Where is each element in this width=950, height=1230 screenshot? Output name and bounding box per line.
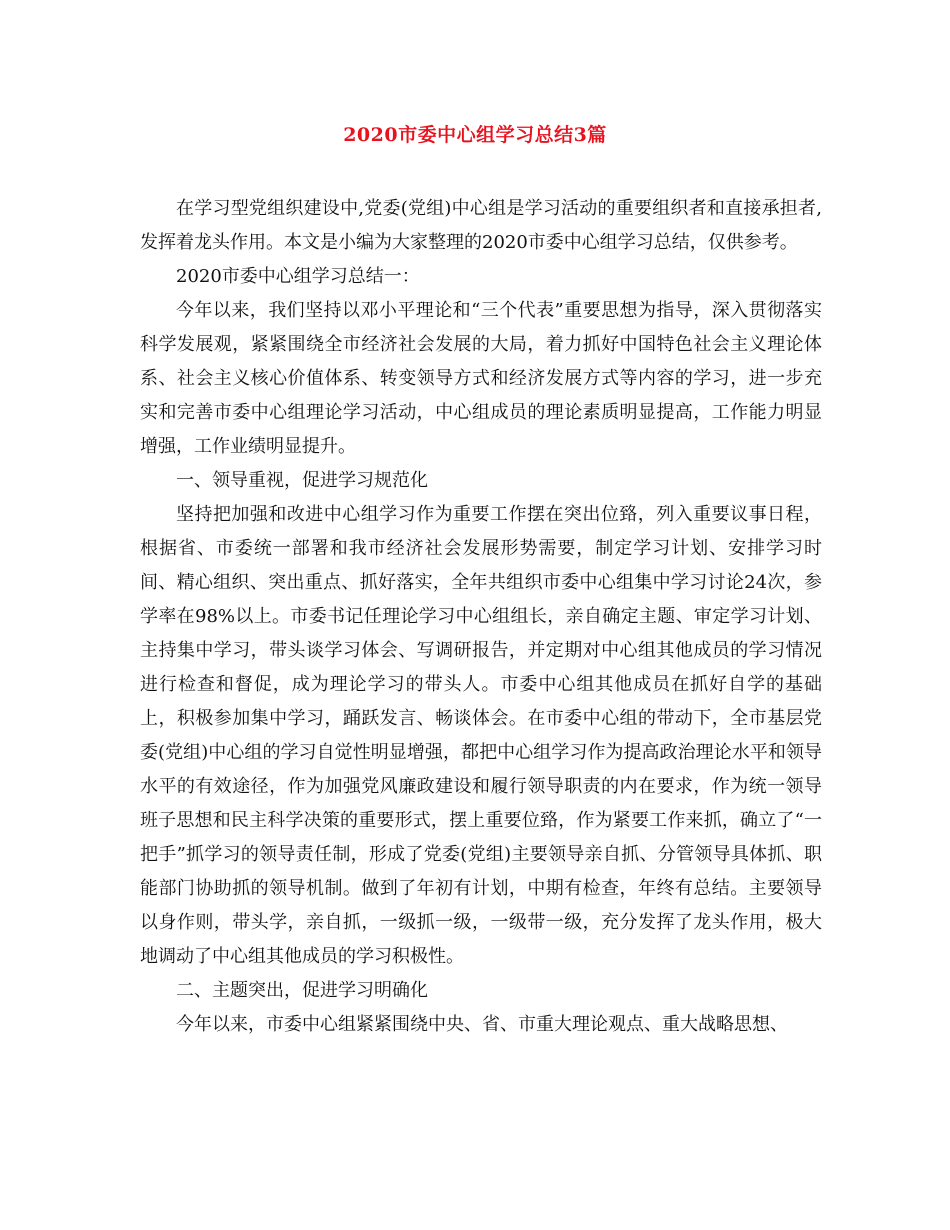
section-heading-summary-one: 2020市委中心组学习总结一： xyxy=(176,266,420,287)
paragraph-leadership: 坚持把加强和改进中心组学习作为重要工作摆在突出位臵，列入重要议事日程，根据省、市委统一部署和我市经济社会发展形势需要，制定学习计划、安排学习时间、精心组织、突出重点、抓好落实，全年共组织市委中心组集中学习讨论24次，参学率在98%以上。市委书记任理论学习中心组组长，亲自确定主题、审定学习计划、主持集中学习，带头谈学习体会、写调研报告，并定期对中心组其他成员的学习情况进行检查和督促，成为理论学习的带头人。市委中心组其他成员在抓好自学的基础上，积极参加集中学习，踊跃发言、畅谈体会。在市委中心组的带动下，全市基层党委(党组)中心组的学习自觉性明显增强，都把中心组学习作为提高政治理论水平和领导水平的有效途径，作为加强党风廉政建设和履行领导职责的内在要求，作为统一领导班子思想和民主科学决策的重要形式，摆上重要位臵，作为紧要工作来抓，确立了“一把手”抓学习的领导责任制，形成了党委(党组)主要领导亲自抓、分管领导具体抓、职能部门协助抓的领导机制。做到了年初有计划，中期有检查，年终有总结。主要领导以身作则，带头学，亲自抓，一级抓一级，一级带一级，充分发挥了龙头作用，极大地调动了中心组其他成员的学习积极性。 xyxy=(140,504,822,967)
document-body xyxy=(140,192,822,1042)
paragraph-intro: 在学习型党组织建设中,党委(党组)中心组是学习活动的重要组织者和直接承担者,发挥着龙头作用。本文是小编为大家整理的2020市委中心组学习总结，仅供参考。 xyxy=(140,198,822,253)
paragraph-theme: 今年以来，市委中心组紧紧围绕中央、省、市重大理论观点、重大战略思想、 xyxy=(176,1014,788,1035)
document-title: 2020市委中心组学习总结3篇 xyxy=(343,124,607,146)
section-heading-theme: 二、主题突出，促进学习明确化 xyxy=(176,980,428,1001)
section-heading-leadership: 一、领导重视，促进学习规范化 xyxy=(176,470,428,491)
paragraph-overview: 今年以来，我们坚持以邓小平理论和“三个代表”重要思想为指导，深入贯彻落实科学发展观，紧紧围绕全市经济社会发展的大局，着力抓好中国特色社会主义理论体系、社会主义核心价值体系、转变领导方式和经济发展方式等内容的学习，进一步充实和完善市委中心组理论学习活动，中心组成员的理论素质明显提高，工作能力明显增强，工作业绩明显提升。 xyxy=(140,300,822,457)
